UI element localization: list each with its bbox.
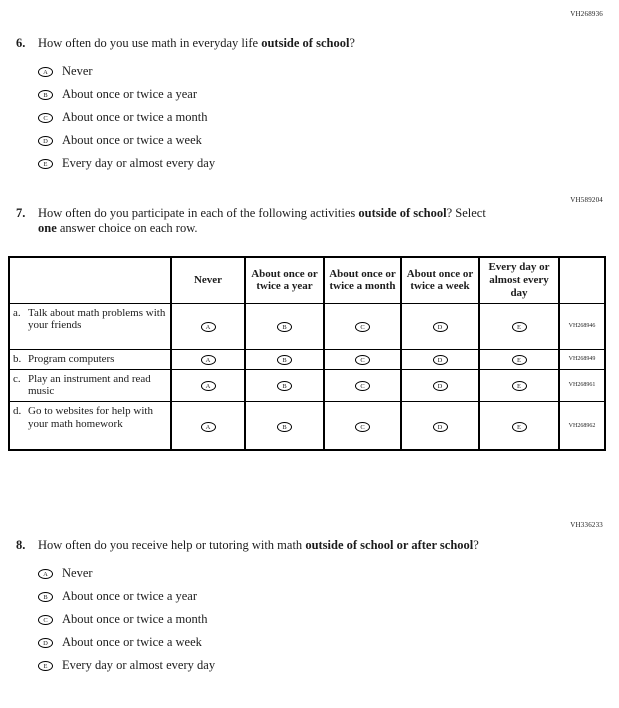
option-label: Never	[62, 64, 93, 79]
question-8-text: How often do you receive help or tutoring with math outside of school or after school?	[38, 538, 479, 552]
answer-cell[interactable]	[401, 349, 479, 369]
answer-bubble-c-icon[interactable]: C	[355, 422, 370, 432]
answer-bubble-e-icon[interactable]: E	[38, 159, 53, 169]
answer-cell[interactable]	[171, 303, 245, 349]
column-header: Every day or almost every day	[479, 257, 559, 303]
activities-table	[8, 256, 606, 451]
question-8-option-5[interactable]	[38, 654, 601, 677]
answer-cell[interactable]	[245, 369, 324, 402]
row-text: Talk about math problems with your friends	[28, 306, 166, 332]
question-6-option-1[interactable]	[38, 60, 591, 83]
answer-cell[interactable]	[324, 303, 401, 349]
table-body	[9, 303, 605, 450]
row-label	[9, 369, 171, 402]
answer-cell[interactable]	[245, 303, 324, 349]
option-label: About once or twice a week	[62, 133, 202, 148]
answer-bubble-a-icon[interactable]: A	[201, 422, 216, 432]
question-8-option-1[interactable]	[38, 562, 601, 585]
header-code-cell	[559, 257, 605, 303]
column-header: About once or twice a month	[324, 257, 401, 303]
option-label: Never	[62, 566, 93, 581]
answer-cell[interactable]	[171, 369, 245, 402]
table-row	[9, 303, 605, 349]
table-row	[9, 402, 605, 450]
answer-bubble-b-icon[interactable]: B	[38, 90, 53, 100]
question-6-line	[16, 36, 591, 51]
table-header	[9, 257, 605, 303]
row-code: VH268961	[559, 369, 605, 402]
answer-bubble-d-icon[interactable]: D	[433, 322, 448, 332]
answer-bubble-b-icon[interactable]: B	[38, 592, 53, 602]
row-letter: d.	[13, 405, 22, 418]
row-label	[9, 349, 171, 369]
row-text: Play an instrument and read music	[28, 372, 151, 398]
row-code: VH268946	[559, 303, 605, 349]
question-8-number: 8.	[16, 538, 26, 552]
option-label: Every day or almost every day	[62, 156, 216, 171]
answer-bubble-a-icon[interactable]: A	[38, 569, 53, 579]
question-7-number: 7.	[16, 206, 26, 220]
table-row	[9, 369, 605, 402]
header-empty-cell	[9, 257, 171, 303]
answer-cell[interactable]	[171, 349, 245, 369]
answer-bubble-e-icon[interactable]: E	[512, 422, 527, 432]
answer-cell[interactable]	[324, 369, 401, 402]
answer-cell[interactable]	[479, 349, 559, 369]
question-8-option-4[interactable]	[38, 631, 601, 654]
question-7-text: How often do you participate in each of the following activities outside of school? Select one answer choice on each row.	[38, 206, 486, 236]
answer-cell[interactable]	[401, 303, 479, 349]
answer-cell[interactable]	[324, 349, 401, 369]
row-code: VH268962	[559, 402, 605, 450]
question-8-line	[16, 538, 601, 553]
answer-bubble-a-icon[interactable]: A	[38, 67, 53, 77]
answer-cell[interactable]	[245, 349, 324, 369]
answer-bubble-a-icon[interactable]: A	[201, 381, 216, 391]
row-label	[9, 402, 171, 450]
answer-bubble-a-icon[interactable]: A	[201, 322, 216, 332]
row-label	[9, 303, 171, 349]
column-header: About once or twice a year	[245, 257, 324, 303]
question-6-text: How often do you use math in everyday life outside of school?	[38, 36, 355, 50]
answer-bubble-c-icon[interactable]: C	[38, 113, 53, 123]
question-8-options	[38, 562, 601, 677]
answer-bubble-b-icon[interactable]: B	[277, 355, 292, 365]
row-code: VH268949	[559, 349, 605, 369]
option-label: About once or twice a month	[62, 110, 208, 125]
answer-bubble-e-icon[interactable]: E	[512, 381, 527, 391]
answer-bubble-d-icon[interactable]: D	[433, 381, 448, 391]
answer-bubble-e-icon[interactable]: E	[512, 355, 527, 365]
option-label: About once or twice a month	[62, 612, 208, 627]
question-6-number: 6.	[16, 36, 26, 50]
answer-bubble-b-icon[interactable]: B	[277, 422, 292, 432]
answer-bubble-c-icon[interactable]: C	[355, 355, 370, 365]
option-label: Every day or almost every day	[62, 658, 216, 673]
column-header: About once or twice a week	[401, 257, 479, 303]
activities-table-wrap	[8, 256, 606, 451]
column-header: Never	[171, 257, 245, 303]
answer-cell[interactable]	[171, 402, 245, 450]
answer-bubble-d-icon[interactable]: D	[433, 422, 448, 432]
question-7	[16, 206, 591, 237]
answer-cell[interactable]	[479, 369, 559, 402]
answer-bubble-b-icon[interactable]: B	[277, 381, 292, 391]
row-text: Go to websites for help with your math homework	[28, 405, 153, 431]
answer-bubble-e-icon[interactable]: E	[512, 322, 527, 332]
question-6-option-4[interactable]	[38, 129, 591, 152]
answer-bubble-c-icon[interactable]: C	[355, 322, 370, 332]
question-8	[16, 538, 601, 677]
question-6	[16, 36, 591, 175]
question-6-option-2[interactable]	[38, 83, 591, 106]
answer-bubble-d-icon[interactable]: D	[38, 136, 53, 146]
question-8-option-3[interactable]	[38, 608, 601, 631]
question-6-option-5[interactable]	[38, 152, 591, 175]
option-label: About once or twice a year	[62, 87, 198, 102]
answer-bubble-c-icon[interactable]: C	[38, 615, 53, 625]
answer-cell[interactable]	[401, 369, 479, 402]
option-label: About once or twice a week	[62, 635, 202, 650]
row-letter: c.	[13, 372, 21, 385]
answer-bubble-a-icon[interactable]: A	[201, 355, 216, 365]
row-letter: a.	[13, 306, 21, 319]
table-row	[9, 349, 605, 369]
option-label: About once or twice a year	[62, 589, 198, 604]
question-6-options	[38, 60, 591, 175]
answer-cell[interactable]	[479, 303, 559, 349]
form-code-q8: VH336233	[570, 521, 603, 529]
answer-cell[interactable]	[245, 402, 324, 450]
answer-cell[interactable]	[401, 402, 479, 450]
answer-bubble-d-icon[interactable]: D	[38, 638, 53, 648]
answer-cell[interactable]	[479, 402, 559, 450]
answer-bubble-d-icon[interactable]: D	[433, 355, 448, 365]
form-code-top: VH268936	[570, 10, 603, 18]
question-8-option-2[interactable]	[38, 585, 601, 608]
row-letter: b.	[13, 352, 22, 365]
answer-bubble-c-icon[interactable]: C	[355, 381, 370, 391]
question-7-line	[16, 206, 591, 237]
answer-bubble-b-icon[interactable]: B	[277, 322, 292, 332]
question-6-option-3[interactable]	[38, 106, 591, 129]
answer-bubble-e-icon[interactable]: E	[38, 661, 53, 671]
answer-cell[interactable]	[324, 402, 401, 450]
header-row	[9, 257, 605, 303]
row-text: Program computers	[28, 352, 115, 365]
form-code-q7: VH589204	[570, 196, 603, 204]
